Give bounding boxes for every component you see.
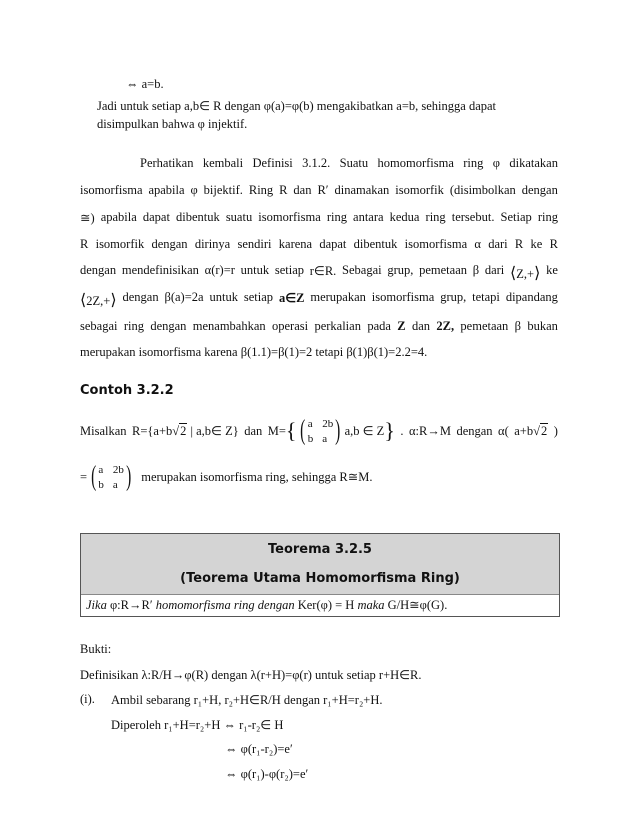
matrix: ( a 2b b a ) [91, 460, 132, 492]
matrix: ( a 2b b a ) [300, 414, 341, 446]
word: pemetaan [460, 319, 509, 333]
word: φ [190, 183, 198, 197]
word: kedua [389, 210, 420, 224]
word: menambahkan [192, 319, 266, 333]
word: Ring [248, 183, 274, 197]
word: dikatakan [509, 156, 558, 170]
word: dan [411, 319, 431, 333]
angle-group: ⟨2Z,+⟩ [80, 292, 117, 309]
word: dapat [319, 237, 347, 251]
word: bukan [527, 319, 558, 333]
theorem-statement: Jika φ:R→R′ homomorfisma ring dengan Ker(φ) = H maka G/H≅φ(G). [81, 594, 559, 616]
word: dibentuk [176, 210, 220, 224]
word: grup, [387, 263, 414, 277]
angle-group: ⟨Z,+⟩ [510, 265, 541, 282]
word: setiap [274, 263, 305, 277]
word: r∈R. [309, 264, 337, 278]
list-number: (i). [80, 692, 95, 706]
theorem-subtitle: (Teorema Utama Homomorfisma Ring) [81, 566, 559, 594]
word: Perhatikan [140, 156, 194, 170]
word: R [80, 237, 89, 251]
word: ring [463, 156, 484, 170]
word: pemetaan [419, 263, 467, 277]
word: kembali [202, 156, 244, 170]
word: dengan [151, 237, 188, 251]
word: tetapi [472, 290, 500, 304]
word: α( [498, 423, 509, 438]
word: untuk [209, 290, 238, 304]
word: dari [484, 263, 505, 277]
word: (disimbolkan [449, 183, 516, 197]
word: suatu [225, 210, 253, 224]
set-M: M= { ( a 2b b a ) a,b ∈ Z } [267, 414, 395, 446]
word: dengan [521, 183, 558, 197]
word: isomorfisma [80, 183, 143, 197]
word: bijektif. [203, 183, 243, 197]
word: β(a)=2a [164, 290, 204, 304]
paragraph-line [80, 290, 558, 310]
word: dari [488, 237, 508, 251]
word: dan [293, 183, 312, 197]
word: . [400, 423, 404, 438]
word: a+b√2 [514, 423, 548, 438]
word: perkalian [314, 319, 361, 333]
text-line: Diperoleh r₁+H=r₂+H ⇔ r₁-r₂∈ H [111, 718, 284, 732]
word: setiap [243, 290, 274, 304]
word: R′ [317, 183, 329, 197]
word: dengan [80, 263, 117, 277]
word: untuk [240, 263, 270, 277]
text-line: merupakan isomorfisma karena β(1.1)=β(1)=2 tetapi β(1)β(1)=2.2=4. [80, 345, 428, 359]
example-heading: Contoh 3.2.2 [80, 383, 174, 398]
word: dinamakan [334, 183, 390, 197]
word: Z [397, 319, 406, 333]
paragraph-line [80, 183, 558, 198]
theorem-box [80, 533, 560, 617]
word: R [514, 237, 524, 251]
equation-line: ⇔ φ(r₁-r₂)=e′ [225, 742, 293, 756]
word: α(r)=r [204, 263, 235, 277]
word: R [279, 183, 288, 197]
paragraph-line [80, 263, 558, 283]
equation-line: ⇔ φ(r₁)-φ(r₂)=e′ [225, 767, 309, 781]
word: homomorfisma [377, 156, 454, 170]
word: dengan [456, 423, 493, 438]
paragraph-line [80, 210, 558, 226]
word: tersebut. [451, 210, 495, 224]
word: mendefinisikan [121, 263, 199, 277]
word: dipandang [505, 290, 558, 304]
word: grup, [440, 290, 467, 304]
math-line: = ( a 2b b a ) merupakan isomorfisma ring, sehingga R≅M. [80, 460, 373, 492]
word: dibentuk [353, 237, 398, 251]
word: isomorfisma [371, 290, 435, 304]
word: dirinya [194, 237, 231, 251]
word: α [474, 237, 481, 251]
word: dengan [150, 319, 187, 333]
word: ring [537, 210, 558, 224]
text-line: Jadi untuk setiap a,b∈ R dengan φ(a)=φ(b) mengakibatkan a=b, sehingga dapat [97, 99, 497, 113]
word: ke [546, 263, 558, 277]
word: apabila [148, 183, 185, 197]
paragraph-line [80, 319, 558, 334]
word: ring [326, 210, 347, 224]
word: ring [425, 210, 446, 224]
word: merupakan [310, 290, 366, 304]
word: ring [123, 319, 144, 333]
text-line: Definisikan λ:R/H→φ(R) dengan λ(r+H)=φ(r) untuk setiap r+H∈R. [80, 668, 422, 682]
word: isomorfisma [404, 237, 468, 251]
word: ke [530, 237, 543, 251]
word: 2Z, [436, 319, 455, 333]
word: β [514, 319, 522, 333]
word: α:R→M [408, 423, 451, 438]
word: sendiri [237, 237, 272, 251]
word: isomorfik [95, 237, 145, 251]
word: isomorfik [395, 183, 444, 197]
text-line: ⇔ a=b. [126, 77, 164, 91]
word: Misalkan [80, 423, 127, 438]
word: antara [353, 210, 384, 224]
word: operasi [272, 319, 309, 333]
paragraph-line [140, 156, 558, 171]
word: Sebagai [342, 263, 382, 277]
word: sebagai [80, 319, 118, 333]
word: dengan [122, 290, 159, 304]
math-line [80, 414, 558, 448]
word: β [472, 263, 480, 277]
proof-label: Bukti: [80, 642, 112, 656]
paragraph-line [80, 237, 558, 252]
text-line: disimpulkan bahwa φ injektif. [97, 117, 248, 131]
word: dan [244, 423, 263, 438]
word: Suatu [339, 156, 369, 170]
word: 3.1.2. [302, 156, 331, 170]
word: apabila [100, 210, 137, 224]
word: a∈Z [278, 291, 305, 305]
word: isomorfisma [258, 210, 321, 224]
word: pada [367, 319, 391, 333]
word: φ [492, 156, 500, 170]
set-R: R={a+b√2 | a,b∈ Z} [132, 424, 239, 438]
word: R [549, 237, 558, 251]
word: Setiap [500, 210, 532, 224]
theorem-title: Teorema 3.2.5 [81, 534, 559, 566]
word: dapat [142, 210, 170, 224]
word: Definisi [252, 156, 293, 170]
word: karena [278, 237, 313, 251]
word: ≅) [80, 211, 95, 225]
word: ) [553, 423, 558, 438]
text-line: Ambil sebarang r₁+H, r₂+H∈R/H dengan r₁+H=r₂+H. [111, 693, 383, 707]
